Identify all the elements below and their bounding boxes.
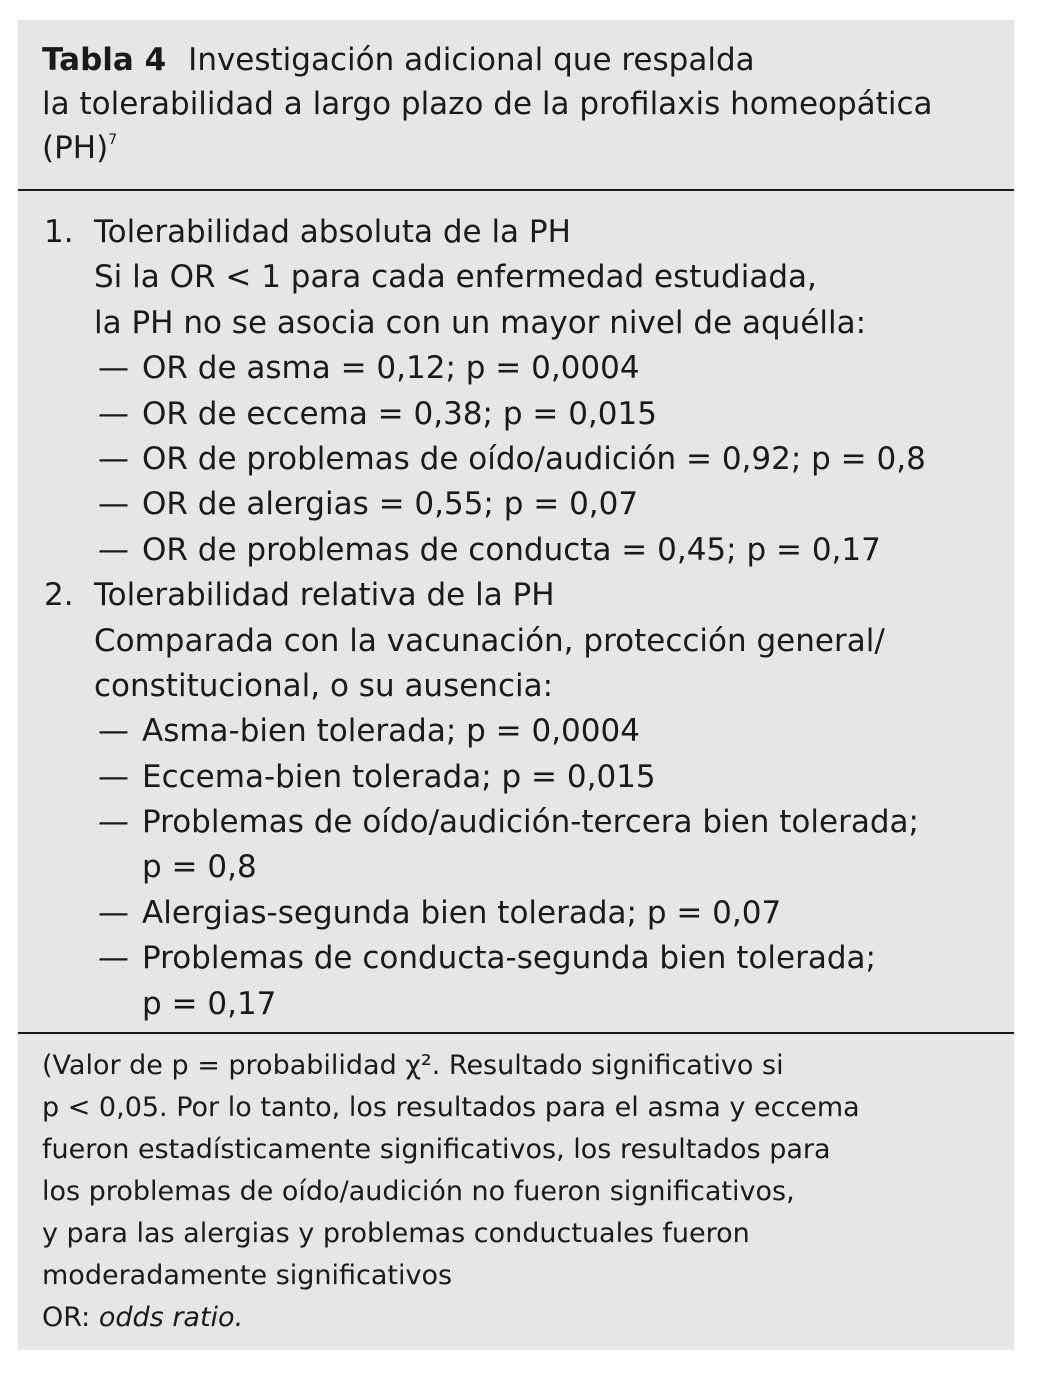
section-2-index: 2. bbox=[44, 577, 74, 614]
list-item-text: p = 0,8 bbox=[142, 849, 257, 886]
list-item bbox=[18, 437, 1014, 482]
dash-mark: — bbox=[98, 350, 129, 387]
top-rule bbox=[18, 189, 1014, 191]
list-item-text: Problemas de conducta-segunda bien tolerada; bbox=[142, 940, 876, 977]
footnote-line: (Valor de p = probabilidad χ². Resultado significativo si bbox=[42, 1050, 784, 1081]
list-item-text: OR de asma = 0,12; p = 0,0004 bbox=[142, 350, 640, 387]
dash-mark: — bbox=[98, 713, 129, 750]
dash-mark: — bbox=[98, 894, 129, 931]
list-item-text: OR de alergias = 0,55; p = 0,07 bbox=[142, 486, 639, 523]
footnote-line: y para las alergias y problemas conductuales fueron bbox=[42, 1218, 750, 1249]
section-1-heading: Tolerabilidad absoluta de la PH bbox=[94, 214, 571, 250]
dash-mark: — bbox=[98, 531, 129, 568]
caption-line-1: Investigación adicional que respalda bbox=[188, 42, 755, 78]
footnote-line: moderadamente significativos bbox=[42, 1260, 453, 1291]
abbreviation-label: OR: bbox=[42, 1302, 91, 1333]
table-box bbox=[18, 20, 1014, 1350]
list-item-text: OR de problemas de oído/audición = 0,92; p = 0,8 bbox=[142, 440, 926, 477]
list-item-text: Problemas de oído/audición-tercera bien tolerada; bbox=[142, 804, 919, 841]
section-1-index: 1. bbox=[44, 214, 74, 250]
list-item-text: Asma-bien tolerada; p = 0,0004 bbox=[142, 713, 640, 750]
table-footnote bbox=[42, 1045, 1002, 1339]
list-item-text: OR de eccema = 0,38; p = 0,015 bbox=[142, 395, 657, 432]
list-item bbox=[18, 936, 1014, 981]
list-item bbox=[18, 891, 1014, 936]
table-number: Tabla 4 bbox=[42, 42, 167, 78]
list-item-text: p = 0,17 bbox=[142, 985, 277, 1022]
list-item-continuation bbox=[18, 845, 1014, 890]
section-2-intro-2: constitucional, o su ausencia: bbox=[94, 667, 554, 704]
table-caption bbox=[42, 38, 992, 170]
footnote-line: fueron estadísticamente significativos, los resultados para bbox=[42, 1134, 831, 1165]
footnote-line: p < 0,05. Por lo tanto, los resultados para el asma y eccema bbox=[42, 1092, 860, 1123]
list-item-text: Eccema-bien tolerada; p = 0,015 bbox=[142, 758, 656, 795]
dash-mark: — bbox=[98, 758, 129, 795]
list-item bbox=[18, 755, 1014, 800]
table-body bbox=[18, 210, 1014, 1027]
section-2-heading: Tolerabilidad relativa de la PH bbox=[94, 577, 555, 614]
dash-mark: — bbox=[98, 804, 129, 841]
dash-mark: — bbox=[98, 440, 129, 477]
caption-line-3: (PH) bbox=[42, 130, 109, 166]
list-item bbox=[18, 392, 1014, 437]
section-1-intro-1: Si la OR < 1 para cada enfermedad estudiada, bbox=[94, 259, 817, 296]
dash-mark: — bbox=[98, 395, 129, 432]
abbreviation-line bbox=[42, 1297, 1002, 1339]
bottom-rule bbox=[18, 1032, 1014, 1034]
section-2-intro-1: Comparada con la vacunación, protección general/ bbox=[94, 622, 885, 659]
footnote-line: los problemas de oído/audición no fueron significativos, bbox=[42, 1176, 795, 1207]
list-item-text: OR de problemas de conducta = 0,45; p = 0,17 bbox=[142, 531, 881, 568]
list-item-text: Alergias-segunda bien tolerada; p = 0,07 bbox=[142, 894, 782, 931]
list-item-continuation bbox=[18, 982, 1014, 1027]
dash-mark: — bbox=[98, 940, 129, 977]
caption-line-2: la tolerabilidad a largo plazo de la profilaxis homeopática bbox=[42, 86, 933, 122]
dash-mark: — bbox=[98, 486, 129, 523]
section-1-intro-2: la PH no se asocia con un mayor nivel de aquélla: bbox=[94, 304, 867, 341]
list-item bbox=[18, 709, 1014, 754]
list-item bbox=[18, 528, 1014, 573]
reference-superscript: 7 bbox=[108, 132, 118, 148]
list-item bbox=[18, 482, 1014, 527]
list-item bbox=[18, 346, 1014, 391]
list-item bbox=[18, 800, 1014, 845]
abbreviation-text: odds ratio. bbox=[98, 1302, 244, 1333]
